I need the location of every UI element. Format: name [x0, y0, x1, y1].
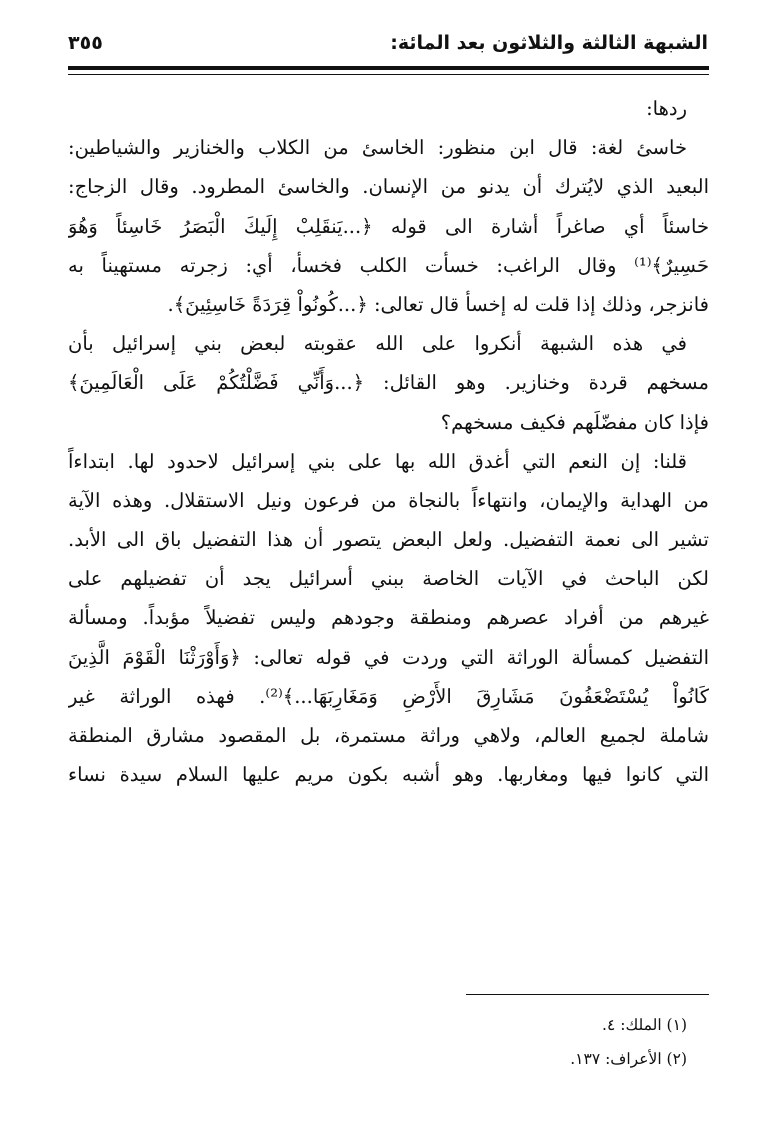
text-line: شاملة لجميع العالم، ولاهي وراثة مستمرة، بل المقصود مشارق المنطقة: [68, 724, 709, 747]
header-rule-thin: [68, 74, 709, 75]
footnote: (٢) الأعراف: ١٣٧.: [570, 1050, 687, 1068]
text-line: البعيد الذي لايُترك أن يدنو من الإنسان. والخاسئ المطرود. وقال الزجاج:: [68, 175, 709, 199]
footnote: (١) الملك: ٤.: [602, 1016, 687, 1034]
text-line: التي كانوا فيها ومغاربها. وهو أشبه بكون مريم عليها السلام سيدة نساء: [68, 763, 709, 787]
text-line: في هذه الشبهة أنكروا على الله عقوبته لبعض بني إسرائيل بأن: [68, 332, 687, 356]
text-line: حَسِيرٌ﴾⁽¹⁾ وقال الراغب: خسأت الكلب فخسأ، أي: زجرته مستهيناً به: [68, 253, 709, 277]
text-line: مسخهم قردة وخنازير. وهو القائل: ﴿...وَأَنِّي فَضَّلْتُكُمْ عَلَى الْعَالَمِينَ﴾: [68, 371, 709, 395]
text-line: خاسئ لغة: قال ابن منظور: الخاسئ من الكلاب والخنازير والشياطين:: [68, 136, 687, 160]
text-line: فانزجر، وذلك إذا قلت له إخسأ قال تعالى: ﴿...كُونُواْ قِرَدَةً خَاسِئِينَ﴾.: [167, 292, 709, 316]
text-line: من الهداية والإيمان، وانتهاءاً بالنجاة من فرعون ونيل الاستقلال. وهذه الآية: [68, 488, 709, 512]
text-line: ردها:: [646, 97, 687, 120]
chapter-title: الشبهة الثالثة والثلاثون بعد المائة:: [390, 32, 708, 54]
footnote-separator: [466, 994, 709, 995]
text-line: غيرهم من أفراد عصرهم ومنطقة وجودهم وليس تفضيلاً مؤبداً. ومسألة: [68, 606, 709, 630]
body-text: [68, 89, 709, 794]
page-number: ٣٥٥: [68, 32, 103, 54]
text-line: لكن الباحث في الآيات الخاصة ببني أسرائيل يجد أن تفضيلهم على: [68, 567, 709, 591]
header-rule-thick: [68, 66, 709, 70]
footnotes: [68, 1008, 687, 1076]
text-line: التفضيل كمسألة الوراثة التي وردت في قوله تعالى: ﴿وَأَوْرَثْنَا الْقَوْمَ الَّذِينَ: [68, 645, 709, 669]
page-header: [68, 28, 708, 58]
text-line: تشير الى نعمة التفضيل. ولعل البعض يتصور أن هذا التفضيل باق الى الأبد.: [68, 528, 709, 552]
text-line: فإذا كان مفضّلَهم فكيف مسخهم؟: [440, 410, 709, 434]
text-line: قلنا: إن النعم التي أغدق الله بها على بني إسرائيل لاحدود لها. ابتداءاً: [68, 449, 687, 473]
text-line: خاسئاً أي صاغراً أشارة الى قوله ﴿...يَنقَلِبْ إِلَيكَ الْبَصَرُ خَاسِئاً وَهُوَ: [68, 214, 709, 238]
text-line: كَانُواْ يُسْتَضْعَفُونَ مَشَارِقَ الأَرْضِ وَمَغَارِبَهَا...﴾⁽²⁾. فهذه الوراثة غير: [68, 684, 709, 708]
